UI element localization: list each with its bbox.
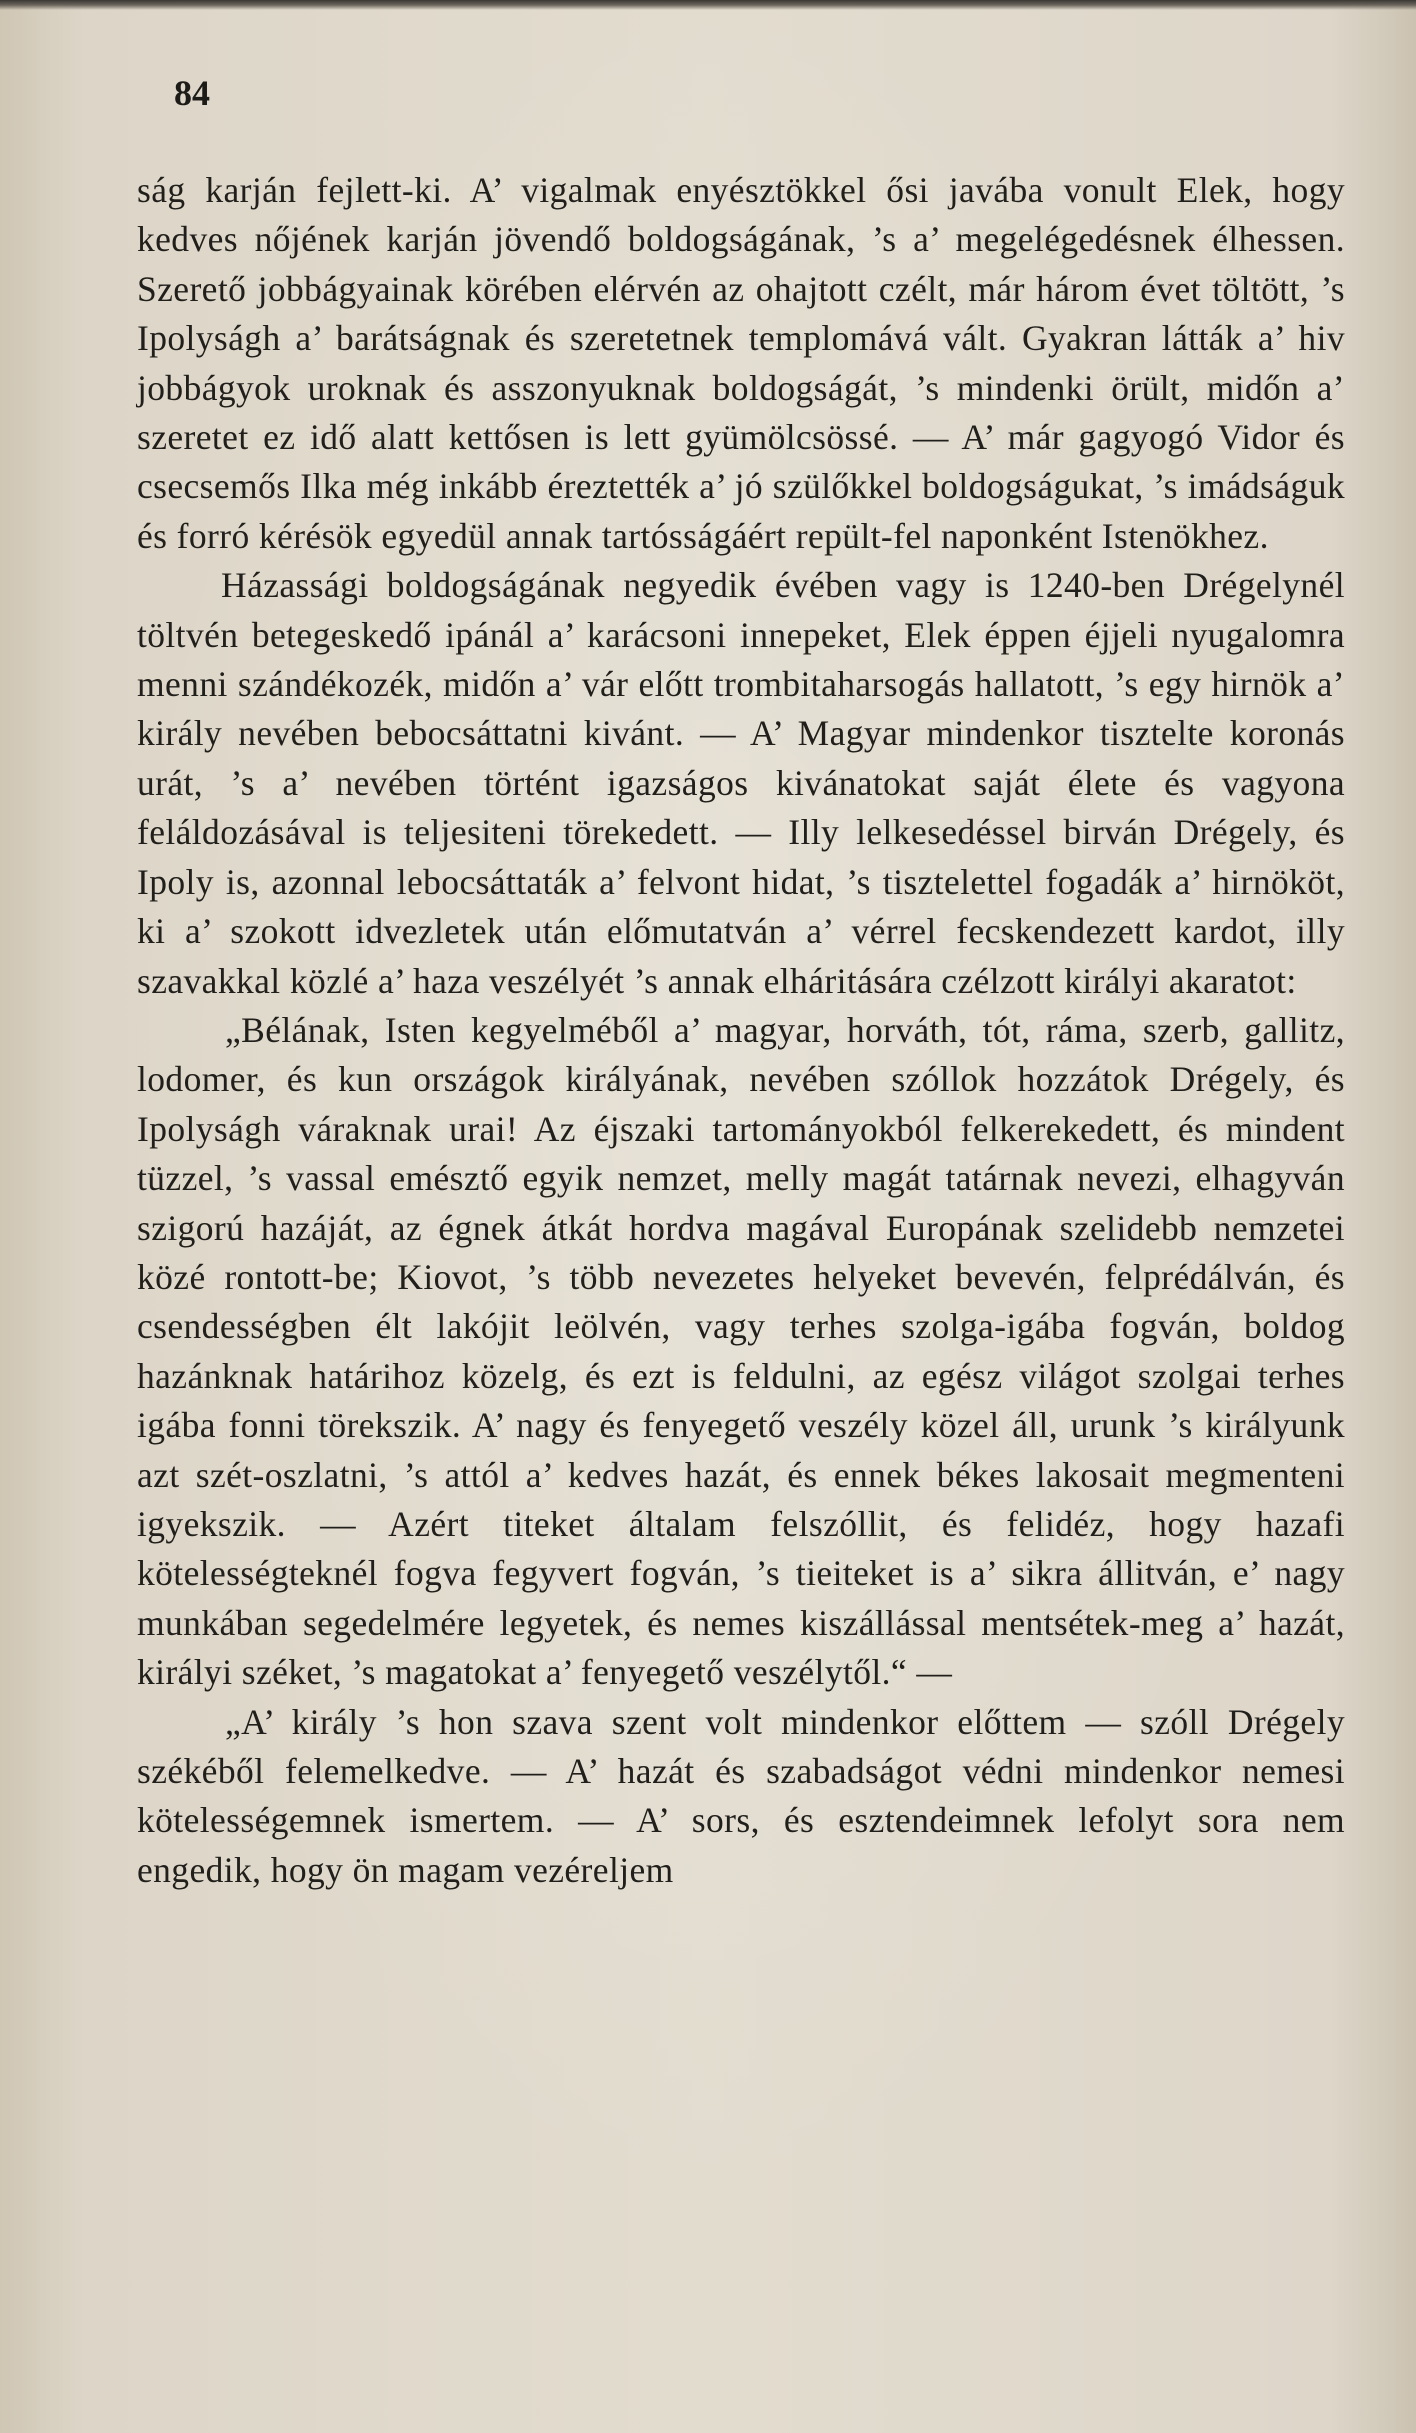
body-text [137, 166, 1345, 1895]
paragraph-2: Házassági boldogságának negyedik évében vagy is 1240-ben Drégelynél töltvén betegeskedő ipánál a’ karácsoni innepeket, Elek éppen éjjeli nyugalomra menni szándékozék, midőn a’ vár előtt trombitaharsogás hallatott, ’s egy hirnök a’ király nevében bebocsáttatni kivánt. — A’ Magyar mindenkor tisztelte koronás urát, ’s a’ nevében történt igazságos kivánatokat saját élete és vagyona feláldozásával is teljesiteni törekedett. — Illy lelkesedéssel birván Drégely, és Ipoly is, azonnal lebocsáttaták a’ felvont hidat, ’s tisztelettel fogadák a’ hirnököt, ki a’ szokott idvezletek után előmutatván a’ vérrel fecskendezett kardot, illy szavakkal közlé a’ haza veszélyét ’s annak elháritására czélzott királyi akaratot: [137, 565, 1345, 1001]
page-top-edge [0, 0, 1416, 10]
paragraph-1: ság karján fejlett-ki. A’ vigalmak enyésztökkel ősi javába vonult Elek, hogy kedves nőjének karján jövendő boldogságának, ’s a’ megelégedésnek élhessen. Szerető jobbágyainak körében elérvén az ohajtott czélt, már három évet töltött, ’s Ipolyságh a’ barátságnak és szeretetnek templomává vált. Gyakran látták a’ hiv jobbágyok uroknak és asszonyuknak boldogságát, ’s mindenki örült, midőn a’ szeretet ez idő alatt kettősen is lett gyümölcsössé. — A’ már gagyogó Vidor és csecsemős Ilka még inkább éreztették a’ jó szülőkkel boldogságukat, ’s imádságuk és forró kérésök egyedül annak tartósságáért repült-fel naponként Istenökhez. [137, 170, 1345, 556]
paragraph-3-royal-message: „Bélának, Isten kegyelméből a’ magyar, horváth, tót, ráma, szerb, gallitz, lodomer, és kun országok királyának, nevében szóllok hozzátok Drégely, és Ipolyságh váraknak urai! Az éjszaki tartományokból felkerekedett, és mindent tüzzel, ’s vassal emésztő egyik nemzet, melly magát tatárnak nevezi, elhagyván szigorú hazáját, az égnek átkát hordva magával Europának szelidebb nemzetei közé rontott-be; Kiovot, ’s több nevezetes helyeket bevevén, felprédálván, és csendességben élt lakójit leölvén, vagy terhes szolga-igába fogván, boldog hazánknak határihoz közelg, és ezt is feldulni, az egész világot szolgai terhes igába fonni törekszik. A’ nagy és fenyegető veszély közel áll, urunk ’s királyunk azt szét-oszlatni, ’s attól a’ kedves hazát, és ennek békes lakosait megmenteni igyekszik. — Azért titeket általam felszóllit, és felidéz, hogy hazafi kötelességteknél fogva fegyvert fogván, ’s tieiteket is a’ sikra állitván, e’ nagy munkában segedelmére legyetek, és nemes kiszállással mentsétek-meg a’ hazát, királyi széket, ’s magatokat a’ fenyegető veszélytől.“ — [137, 1009, 1345, 1693]
paragraph-4-dregely-reply: „A’ király ’s hon szava szent volt mindenkor előttem — szóll Drégely székéből felemelkedve. — A’ hazát és szabadságot védni mindenkor nemesi kötelességemnek ismertem. — A’ sors, és esztendeimnek lefolyt sora nem engedik, hogy ön magam vezéreljem [137, 1701, 1345, 1890]
page-number: 84 [174, 73, 210, 113]
